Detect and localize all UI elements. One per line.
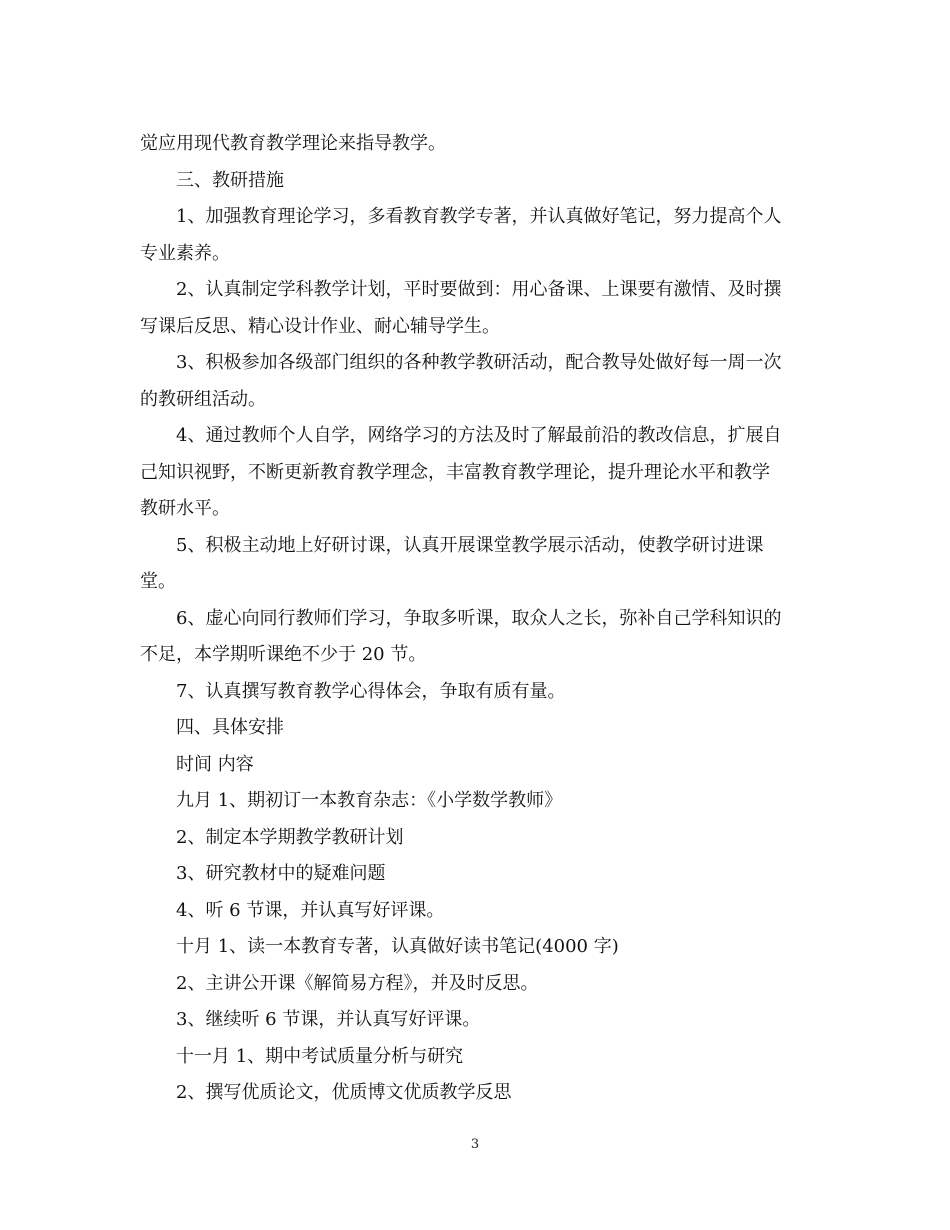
schedule-item: 3、研究教材中的疑难问题 — [176, 863, 386, 884]
paragraph-line: 6、虚心向同行教师们学习，争取多听课，取众人之长，弥补自己学科知识的 — [176, 607, 782, 629]
schedule-item: 3、继续听 6 节课，并认真写好评课。 — [176, 1009, 481, 1030]
paragraph-line: 己知识视野，不断更新教育教学理念，丰富教育教学理论，提升理论水平和教学 — [140, 461, 770, 483]
document-body — [140, 126, 820, 1112]
paragraph-line: 堂。 — [140, 571, 176, 592]
paragraph-line: 3、积极参加各级部门组织的各种教学教研活动，配合教导处做好每一周一次 — [176, 352, 782, 373]
section-heading-measures: 三、教研措施 — [176, 169, 284, 191]
paragraph-line: 专业素养。 — [140, 242, 230, 264]
paragraph-line: 5、积极主动地上好研讨课，认真开展课堂教学展示活动，使教学研讨进课 — [176, 534, 764, 556]
paragraph-line: 的教研组活动。 — [140, 388, 266, 410]
paragraph-line: 7、认真撰写教育教学心得体会，争取有质有量。 — [176, 680, 566, 702]
schedule-item: 十一月 1、期中考试质量分析与研究 — [176, 1045, 464, 1067]
paragraph-line: 2、认真制定学科教学计划，平时要做到：用心备课、上课要有激情、及时撰 — [176, 279, 782, 300]
schedule-item: 九月 1、期初订一本教育杂志：《小学数学教师》 — [176, 790, 563, 811]
schedule-item: 十月 1、读一本教育专著，认真做好读书笔记(4000 字) — [176, 936, 619, 957]
paragraph-line: 4、通过教师个人自学，网络学习的方法及时了解最前沿的教改信息，扩展自 — [176, 425, 782, 446]
paragraph-line: 写课后反思、精心设计作业、耐心辅导学生。 — [140, 315, 500, 337]
schedule-item: 2、主讲公开课《解简易方程》，并及时反思。 — [176, 972, 539, 994]
schedule-item: 2、撰写优质论文，优质博文优质教学反思 — [176, 1082, 512, 1103]
schedule-item: 2、制定本学期教学教研计划 — [176, 826, 404, 848]
paragraph-line: 不足，本学期听课绝不少于 20 节。 — [140, 644, 427, 665]
paragraph-line: 1、加强教育理论学习，多看教育教学专著，并认真做好笔记，努力提高个人 — [176, 206, 782, 227]
page-number: 3 — [470, 1137, 480, 1152]
schedule-item: 4、听 6 节课，并认真写好评课。 — [176, 899, 445, 921]
schedule-header: 时间 内容 — [176, 753, 254, 775]
paragraph-line: 觉应用现代教育教学理论来指导教学。 — [140, 133, 446, 154]
paragraph-line: 教研水平。 — [140, 498, 230, 519]
section-heading-schedule: 四、具体安排 — [176, 717, 284, 738]
